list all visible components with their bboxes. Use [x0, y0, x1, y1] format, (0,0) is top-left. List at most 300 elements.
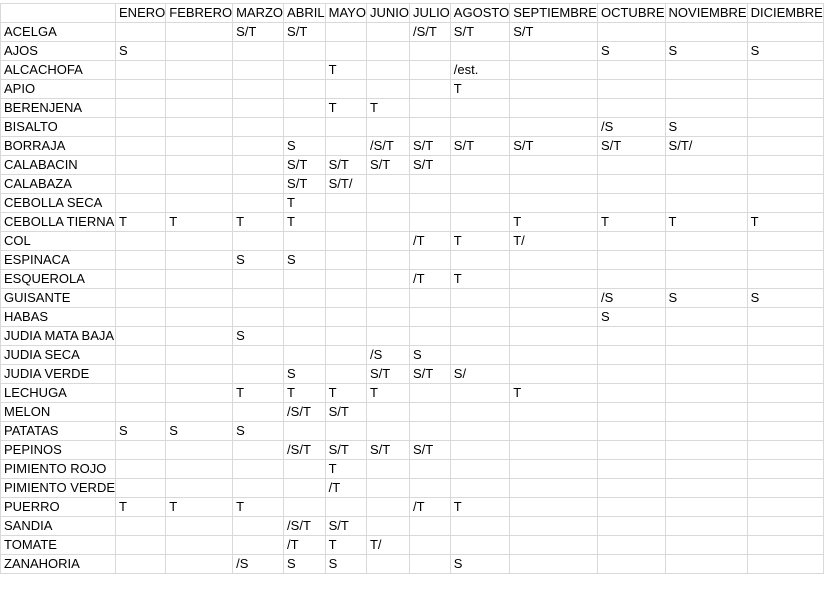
schedule-cell[interactable]	[510, 270, 598, 289]
schedule-cell[interactable]	[665, 251, 747, 270]
schedule-cell[interactable]	[366, 498, 409, 517]
schedule-cell[interactable]	[116, 517, 166, 536]
schedule-cell[interactable]	[116, 460, 166, 479]
schedule-cell[interactable]: S	[233, 251, 284, 270]
schedule-cell[interactable]: S	[233, 422, 284, 441]
schedule-cell[interactable]: /T	[409, 270, 450, 289]
schedule-cell[interactable]	[166, 232, 233, 251]
schedule-cell[interactable]: T	[166, 498, 233, 517]
schedule-cell[interactable]	[597, 23, 665, 42]
schedule-cell[interactable]: T	[325, 99, 366, 118]
schedule-cell[interactable]	[665, 194, 747, 213]
schedule-cell[interactable]	[450, 175, 509, 194]
schedule-cell[interactable]: S/T	[366, 365, 409, 384]
schedule-cell[interactable]: /S	[366, 346, 409, 365]
schedule-cell[interactable]	[366, 422, 409, 441]
schedule-cell[interactable]: S	[665, 118, 747, 137]
schedule-cell[interactable]	[233, 61, 284, 80]
schedule-cell[interactable]	[597, 460, 665, 479]
schedule-cell[interactable]	[233, 232, 284, 251]
schedule-cell[interactable]: S/T	[366, 156, 409, 175]
schedule-cell[interactable]	[409, 327, 450, 346]
schedule-cell[interactable]	[665, 270, 747, 289]
schedule-cell[interactable]	[325, 42, 366, 61]
schedule-cell[interactable]	[166, 517, 233, 536]
schedule-cell[interactable]: T	[510, 384, 598, 403]
schedule-cell[interactable]	[233, 441, 284, 460]
schedule-cell[interactable]	[166, 365, 233, 384]
crop-name-cell[interactable]: SANDIA	[1, 517, 116, 536]
schedule-cell[interactable]	[747, 23, 823, 42]
schedule-cell[interactable]	[450, 517, 509, 536]
schedule-cell[interactable]	[166, 536, 233, 555]
schedule-cell[interactable]	[450, 403, 509, 422]
schedule-cell[interactable]	[747, 517, 823, 536]
schedule-cell[interactable]: S/T	[409, 441, 450, 460]
schedule-cell[interactable]: T/	[510, 232, 598, 251]
schedule-cell[interactable]	[510, 156, 598, 175]
schedule-cell[interactable]	[597, 422, 665, 441]
schedule-cell[interactable]	[450, 118, 509, 137]
schedule-cell[interactable]	[116, 23, 166, 42]
schedule-cell[interactable]	[325, 365, 366, 384]
schedule-cell[interactable]	[747, 365, 823, 384]
schedule-cell[interactable]: S/T	[597, 137, 665, 156]
crop-name-cell[interactable]: MELON	[1, 403, 116, 422]
schedule-cell[interactable]	[665, 61, 747, 80]
schedule-cell[interactable]	[233, 80, 284, 99]
crop-name-cell[interactable]: JUDIA MATA BAJA	[1, 327, 116, 346]
schedule-cell[interactable]	[409, 403, 450, 422]
schedule-cell[interactable]	[284, 232, 326, 251]
schedule-cell[interactable]	[116, 403, 166, 422]
schedule-cell[interactable]: S/T	[325, 403, 366, 422]
schedule-cell[interactable]	[233, 194, 284, 213]
schedule-cell[interactable]	[325, 23, 366, 42]
schedule-cell[interactable]	[366, 460, 409, 479]
schedule-cell[interactable]	[233, 365, 284, 384]
schedule-cell[interactable]	[166, 42, 233, 61]
schedule-cell[interactable]	[510, 118, 598, 137]
month-header-cell[interactable]: SEPTIEMBRE	[510, 4, 598, 23]
month-header-cell[interactable]: AGOSTO	[450, 4, 509, 23]
schedule-cell[interactable]	[325, 137, 366, 156]
schedule-cell[interactable]: S/T	[325, 156, 366, 175]
crop-name-cell[interactable]: PIMIENTO ROJO	[1, 460, 116, 479]
schedule-cell[interactable]: T/	[366, 536, 409, 555]
schedule-cell[interactable]	[366, 42, 409, 61]
schedule-cell[interactable]: T	[325, 61, 366, 80]
schedule-cell[interactable]	[116, 346, 166, 365]
schedule-cell[interactable]	[510, 422, 598, 441]
schedule-cell[interactable]	[166, 346, 233, 365]
schedule-cell[interactable]	[597, 536, 665, 555]
schedule-cell[interactable]: S/T	[409, 365, 450, 384]
schedule-cell[interactable]	[747, 384, 823, 403]
schedule-cell[interactable]	[747, 194, 823, 213]
schedule-cell[interactable]: /S/T	[284, 517, 326, 536]
schedule-cell[interactable]: S	[116, 422, 166, 441]
schedule-cell[interactable]: S/T	[284, 156, 326, 175]
schedule-cell[interactable]	[116, 80, 166, 99]
schedule-cell[interactable]	[366, 270, 409, 289]
schedule-cell[interactable]: /est.	[450, 61, 509, 80]
schedule-cell[interactable]	[747, 479, 823, 498]
schedule-cell[interactable]	[665, 555, 747, 574]
schedule-cell[interactable]: S/T	[409, 156, 450, 175]
schedule-cell[interactable]	[366, 118, 409, 137]
schedule-cell[interactable]	[284, 460, 326, 479]
schedule-cell[interactable]	[166, 80, 233, 99]
crop-name-cell[interactable]: ESPINACA	[1, 251, 116, 270]
schedule-cell[interactable]	[747, 327, 823, 346]
month-header-cell[interactable]: OCTUBRE	[597, 4, 665, 23]
crop-name-cell[interactable]: BERENJENA	[1, 99, 116, 118]
schedule-cell[interactable]	[450, 346, 509, 365]
schedule-cell[interactable]: /S/T	[284, 441, 326, 460]
crop-name-cell[interactable]: HABAS	[1, 308, 116, 327]
schedule-cell[interactable]: S	[665, 289, 747, 308]
schedule-cell[interactable]	[116, 289, 166, 308]
schedule-cell[interactable]	[665, 23, 747, 42]
schedule-cell[interactable]	[325, 346, 366, 365]
schedule-cell[interactable]	[665, 80, 747, 99]
schedule-cell[interactable]	[597, 270, 665, 289]
schedule-cell[interactable]	[665, 384, 747, 403]
crop-name-cell[interactable]: BISALTO	[1, 118, 116, 137]
schedule-cell[interactable]: T	[366, 384, 409, 403]
schedule-cell[interactable]	[450, 441, 509, 460]
schedule-cell[interactable]	[116, 61, 166, 80]
schedule-cell[interactable]	[366, 80, 409, 99]
crop-name-cell[interactable]: APIO	[1, 80, 116, 99]
schedule-cell[interactable]	[450, 460, 509, 479]
schedule-cell[interactable]	[166, 555, 233, 574]
schedule-cell[interactable]	[510, 194, 598, 213]
crop-name-cell[interactable]: CALABAZA	[1, 175, 116, 194]
schedule-cell[interactable]	[409, 555, 450, 574]
schedule-cell[interactable]	[116, 536, 166, 555]
schedule-cell[interactable]: S	[233, 327, 284, 346]
schedule-cell[interactable]	[166, 23, 233, 42]
schedule-cell[interactable]	[366, 327, 409, 346]
month-header-cell[interactable]: ABRIL	[284, 4, 326, 23]
schedule-cell[interactable]	[665, 308, 747, 327]
schedule-cell[interactable]	[450, 327, 509, 346]
schedule-cell[interactable]	[325, 251, 366, 270]
schedule-cell[interactable]	[510, 42, 598, 61]
schedule-cell[interactable]	[116, 194, 166, 213]
schedule-cell[interactable]: T	[366, 99, 409, 118]
schedule-cell[interactable]	[166, 460, 233, 479]
schedule-cell[interactable]	[284, 479, 326, 498]
schedule-cell[interactable]: /S/T	[409, 23, 450, 42]
schedule-cell[interactable]: T	[325, 536, 366, 555]
schedule-cell[interactable]	[665, 346, 747, 365]
crop-name-cell[interactable]: CEBOLLA TIERNA	[1, 213, 116, 232]
schedule-cell[interactable]	[116, 384, 166, 403]
schedule-cell[interactable]	[166, 137, 233, 156]
schedule-cell[interactable]	[233, 156, 284, 175]
schedule-cell[interactable]	[747, 175, 823, 194]
schedule-cell[interactable]	[409, 460, 450, 479]
schedule-cell[interactable]	[747, 156, 823, 175]
schedule-cell[interactable]	[747, 232, 823, 251]
schedule-cell[interactable]	[233, 118, 284, 137]
schedule-cell[interactable]	[747, 422, 823, 441]
schedule-cell[interactable]	[284, 42, 326, 61]
schedule-cell[interactable]	[166, 327, 233, 346]
schedule-cell[interactable]: S	[665, 42, 747, 61]
schedule-cell[interactable]: S/T	[450, 137, 509, 156]
schedule-cell[interactable]: T	[284, 213, 326, 232]
schedule-cell[interactable]	[409, 479, 450, 498]
schedule-cell[interactable]: T	[116, 213, 166, 232]
schedule-cell[interactable]	[233, 308, 284, 327]
schedule-cell[interactable]: S	[325, 555, 366, 574]
schedule-cell[interactable]: T	[325, 384, 366, 403]
schedule-cell[interactable]	[116, 327, 166, 346]
schedule-cell[interactable]	[409, 517, 450, 536]
schedule-cell[interactable]: T	[284, 194, 326, 213]
schedule-cell[interactable]	[510, 365, 598, 384]
schedule-cell[interactable]	[166, 194, 233, 213]
schedule-cell[interactable]	[366, 23, 409, 42]
schedule-cell[interactable]	[450, 308, 509, 327]
month-header-cell[interactable]: MAYO	[325, 4, 366, 23]
schedule-cell[interactable]	[597, 61, 665, 80]
schedule-cell[interactable]	[747, 99, 823, 118]
schedule-cell[interactable]	[233, 289, 284, 308]
schedule-cell[interactable]	[366, 213, 409, 232]
crop-name-cell[interactable]: PATATAS	[1, 422, 116, 441]
schedule-cell[interactable]: S	[747, 289, 823, 308]
schedule-cell[interactable]	[510, 99, 598, 118]
schedule-cell[interactable]	[409, 194, 450, 213]
schedule-cell[interactable]	[116, 308, 166, 327]
schedule-cell[interactable]: /S/T	[284, 403, 326, 422]
schedule-cell[interactable]	[116, 99, 166, 118]
schedule-cell[interactable]: T	[233, 213, 284, 232]
schedule-cell[interactable]: /S/T	[366, 137, 409, 156]
schedule-cell[interactable]	[116, 479, 166, 498]
schedule-cell[interactable]	[510, 536, 598, 555]
crop-name-cell[interactable]: PIMIENTO VERDE	[1, 479, 116, 498]
schedule-cell[interactable]: S	[166, 422, 233, 441]
schedule-cell[interactable]: S/T	[366, 441, 409, 460]
schedule-cell[interactable]: T	[597, 213, 665, 232]
month-header-cell[interactable]: MARZO	[233, 4, 284, 23]
schedule-cell[interactable]	[284, 498, 326, 517]
schedule-cell[interactable]: S	[284, 137, 326, 156]
schedule-cell[interactable]: S	[284, 555, 326, 574]
schedule-cell[interactable]: T	[325, 460, 366, 479]
schedule-cell[interactable]: T	[284, 384, 326, 403]
schedule-cell[interactable]	[747, 61, 823, 80]
schedule-cell[interactable]: S/T	[233, 23, 284, 42]
schedule-cell[interactable]	[510, 498, 598, 517]
schedule-cell[interactable]	[325, 327, 366, 346]
schedule-cell[interactable]	[325, 308, 366, 327]
schedule-cell[interactable]	[665, 498, 747, 517]
schedule-cell[interactable]: S/T	[510, 23, 598, 42]
schedule-cell[interactable]: /T	[409, 232, 450, 251]
crop-name-cell[interactable]: COL	[1, 232, 116, 251]
schedule-cell[interactable]	[325, 118, 366, 137]
schedule-cell[interactable]	[233, 479, 284, 498]
schedule-cell[interactable]	[597, 175, 665, 194]
schedule-cell[interactable]: /S	[597, 289, 665, 308]
schedule-cell[interactable]	[233, 175, 284, 194]
schedule-cell[interactable]	[665, 403, 747, 422]
schedule-cell[interactable]	[665, 156, 747, 175]
schedule-cell[interactable]: /S	[597, 118, 665, 137]
schedule-cell[interactable]	[116, 270, 166, 289]
schedule-cell[interactable]	[325, 270, 366, 289]
schedule-cell[interactable]	[747, 270, 823, 289]
schedule-cell[interactable]	[597, 498, 665, 517]
schedule-cell[interactable]	[747, 460, 823, 479]
month-header-cell[interactable]: DICIEMBRE	[747, 4, 823, 23]
corner-cell[interactable]	[1, 4, 116, 23]
schedule-cell[interactable]	[747, 403, 823, 422]
schedule-cell[interactable]	[450, 213, 509, 232]
schedule-cell[interactable]	[366, 194, 409, 213]
schedule-cell[interactable]	[450, 194, 509, 213]
schedule-cell[interactable]	[597, 365, 665, 384]
schedule-cell[interactable]	[116, 555, 166, 574]
schedule-cell[interactable]	[409, 384, 450, 403]
schedule-cell[interactable]	[325, 213, 366, 232]
schedule-cell[interactable]	[233, 517, 284, 536]
schedule-cell[interactable]	[510, 289, 598, 308]
schedule-cell[interactable]	[510, 251, 598, 270]
schedule-cell[interactable]	[166, 441, 233, 460]
schedule-cell[interactable]	[366, 517, 409, 536]
schedule-cell[interactable]	[325, 289, 366, 308]
schedule-cell[interactable]	[747, 441, 823, 460]
month-header-cell[interactable]: ENERO	[116, 4, 166, 23]
crop-name-cell[interactable]: TOMATE	[1, 536, 116, 555]
schedule-cell[interactable]	[409, 99, 450, 118]
schedule-cell[interactable]	[166, 479, 233, 498]
schedule-cell[interactable]	[409, 118, 450, 137]
schedule-cell[interactable]	[284, 118, 326, 137]
schedule-cell[interactable]	[450, 99, 509, 118]
schedule-cell[interactable]	[665, 479, 747, 498]
schedule-cell[interactable]	[325, 422, 366, 441]
schedule-cell[interactable]	[284, 61, 326, 80]
schedule-cell[interactable]	[233, 137, 284, 156]
schedule-cell[interactable]	[597, 251, 665, 270]
schedule-cell[interactable]	[233, 42, 284, 61]
schedule-cell[interactable]	[166, 384, 233, 403]
schedule-cell[interactable]	[233, 346, 284, 365]
schedule-cell[interactable]	[597, 80, 665, 99]
schedule-cell[interactable]: S	[409, 346, 450, 365]
schedule-cell[interactable]	[450, 384, 509, 403]
schedule-cell[interactable]: T	[510, 213, 598, 232]
schedule-cell[interactable]	[284, 422, 326, 441]
schedule-cell[interactable]	[166, 99, 233, 118]
schedule-cell[interactable]: /T	[409, 498, 450, 517]
schedule-cell[interactable]	[597, 384, 665, 403]
schedule-cell[interactable]	[409, 213, 450, 232]
schedule-cell[interactable]	[597, 517, 665, 536]
schedule-cell[interactable]	[325, 194, 366, 213]
schedule-cell[interactable]	[166, 251, 233, 270]
schedule-cell[interactable]	[116, 441, 166, 460]
month-header-cell[interactable]: JUNIO	[366, 4, 409, 23]
schedule-cell[interactable]	[284, 270, 326, 289]
schedule-cell[interactable]: S/T	[284, 23, 326, 42]
schedule-cell[interactable]: S/T	[325, 441, 366, 460]
schedule-cell[interactable]	[665, 422, 747, 441]
schedule-cell[interactable]	[597, 194, 665, 213]
schedule-cell[interactable]: S/	[450, 365, 509, 384]
schedule-cell[interactable]	[366, 175, 409, 194]
schedule-cell[interactable]	[510, 61, 598, 80]
schedule-cell[interactable]	[450, 536, 509, 555]
schedule-cell[interactable]: T	[233, 498, 284, 517]
schedule-cell[interactable]	[409, 536, 450, 555]
schedule-cell[interactable]: T	[166, 213, 233, 232]
schedule-cell[interactable]: S/T/	[665, 137, 747, 156]
schedule-cell[interactable]	[325, 232, 366, 251]
schedule-cell[interactable]	[284, 346, 326, 365]
schedule-cell[interactable]	[665, 99, 747, 118]
schedule-cell[interactable]	[366, 232, 409, 251]
crop-name-cell[interactable]: CALABACIN	[1, 156, 116, 175]
crop-name-cell[interactable]: JUDIA SECA	[1, 346, 116, 365]
schedule-cell[interactable]	[116, 232, 166, 251]
schedule-cell[interactable]	[510, 175, 598, 194]
schedule-cell[interactable]	[409, 251, 450, 270]
schedule-cell[interactable]	[665, 365, 747, 384]
schedule-cell[interactable]	[233, 270, 284, 289]
schedule-cell[interactable]	[116, 118, 166, 137]
crop-name-cell[interactable]: ZANAHORIA	[1, 555, 116, 574]
schedule-cell[interactable]	[510, 555, 598, 574]
schedule-cell[interactable]	[747, 137, 823, 156]
schedule-cell[interactable]	[450, 42, 509, 61]
schedule-cell[interactable]	[510, 517, 598, 536]
schedule-cell[interactable]	[366, 61, 409, 80]
schedule-cell[interactable]: S	[284, 251, 326, 270]
schedule-cell[interactable]: T	[665, 213, 747, 232]
schedule-cell[interactable]	[597, 232, 665, 251]
schedule-cell[interactable]	[116, 251, 166, 270]
crop-name-cell[interactable]: GUISANTE	[1, 289, 116, 308]
schedule-cell[interactable]	[166, 175, 233, 194]
schedule-cell[interactable]: S	[597, 42, 665, 61]
schedule-cell[interactable]: S	[597, 308, 665, 327]
month-header-cell[interactable]: FEBRERO	[166, 4, 233, 23]
schedule-cell[interactable]	[284, 99, 326, 118]
schedule-cell[interactable]: S/T/	[325, 175, 366, 194]
schedule-cell[interactable]	[166, 270, 233, 289]
month-header-cell[interactable]: JULIO	[409, 4, 450, 23]
schedule-cell[interactable]	[665, 460, 747, 479]
schedule-cell[interactable]	[166, 403, 233, 422]
schedule-cell[interactable]: S/T	[325, 517, 366, 536]
schedule-cell[interactable]	[233, 460, 284, 479]
schedule-cell[interactable]	[665, 232, 747, 251]
schedule-cell[interactable]	[597, 346, 665, 365]
schedule-cell[interactable]	[747, 346, 823, 365]
schedule-cell[interactable]	[116, 175, 166, 194]
crop-name-cell[interactable]: ACELGA	[1, 23, 116, 42]
